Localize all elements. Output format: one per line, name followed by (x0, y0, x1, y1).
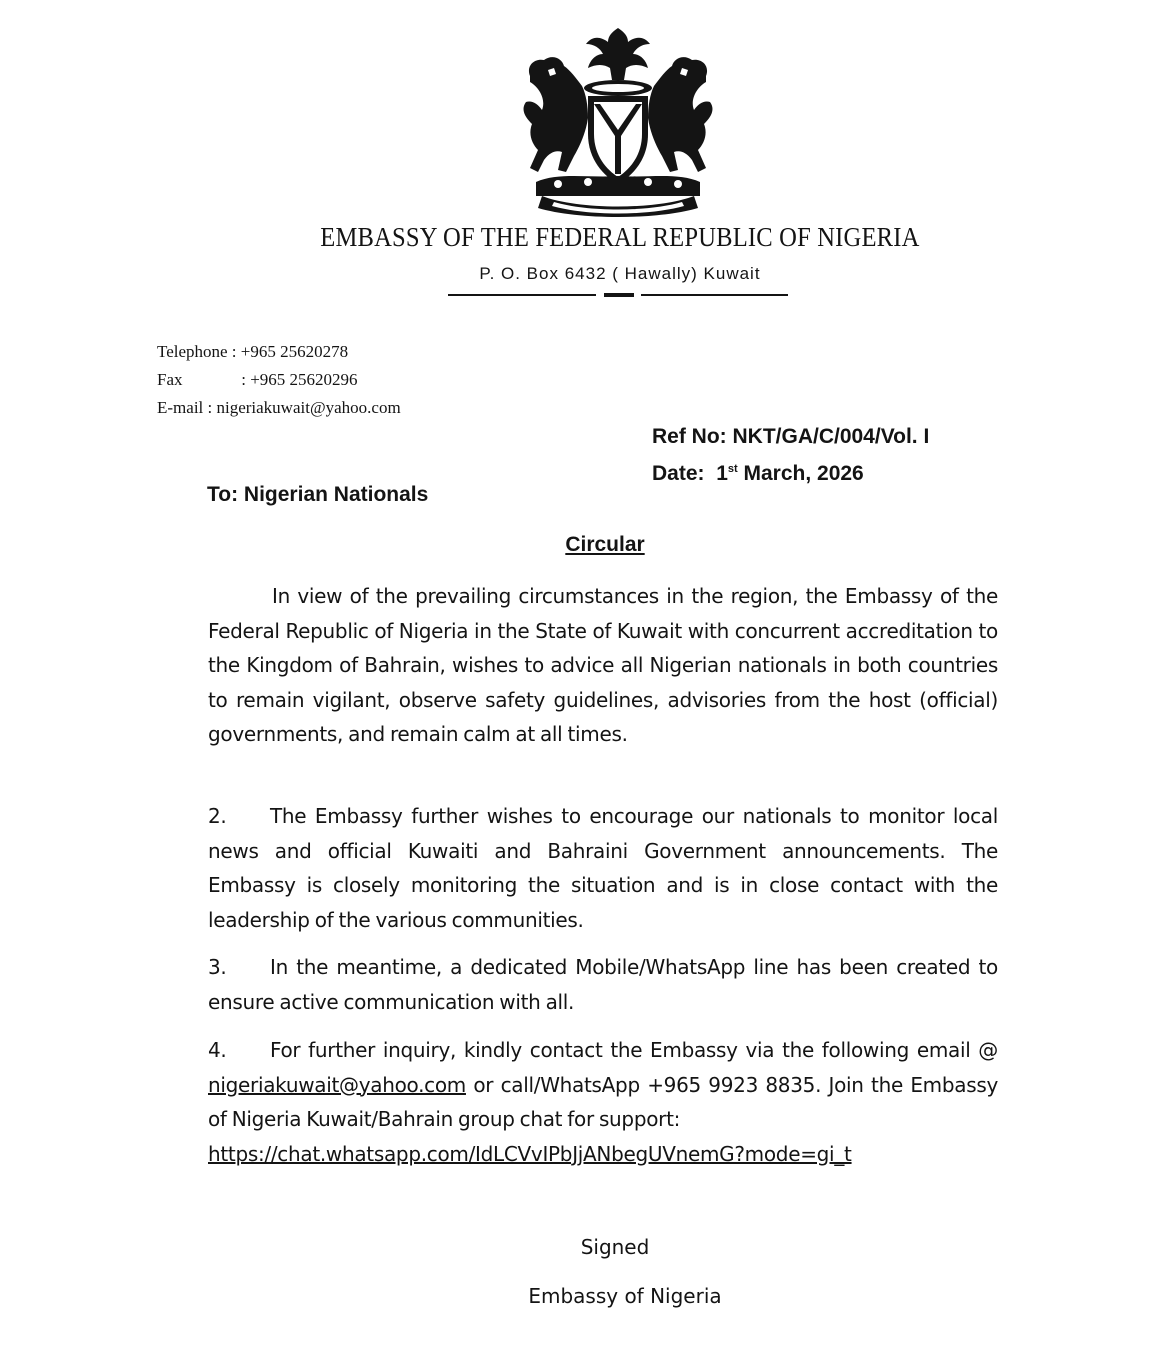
date-label: Date: (652, 462, 705, 485)
letterhead-divider (448, 294, 596, 296)
signed-label: Signed (580, 1235, 650, 1259)
ref-number: Ref No: NKT/GA/C/004/Vol. I (652, 425, 930, 448)
paragraph-number: 4. (208, 1038, 227, 1062)
date-line (652, 453, 929, 490)
email-label: E-mail : (157, 398, 213, 417)
telephone-line (157, 338, 401, 366)
email-address: nigeriakuwait@yahoo.com (216, 398, 401, 417)
letterhead-divider-center (604, 293, 634, 297)
paragraph-text: In the meantime, a dedicated Mobile/WhatsApp line has been created to ensure active communication with all. (208, 955, 998, 1014)
paragraph-number: 3. (208, 955, 227, 979)
fax-number: : +965 25620296 (241, 370, 358, 389)
letterhead-divider (641, 294, 788, 296)
recipient-line: To: Nigerian Nationals (207, 483, 429, 506)
paragraph-2 (208, 799, 998, 937)
paragraph-4 (208, 1033, 998, 1171)
paragraph-text: or call/WhatsApp +965 9923 8835. Join the Embassy of Nigeria Kuwait/Bahrain group chat for support: (208, 1072, 998, 1131)
paragraph-text: For further inquiry, kindly contact the Embassy via the following email @ (270, 1038, 998, 1062)
fax-line (157, 366, 401, 394)
contact-block (157, 338, 401, 422)
circular-heading: Circular (565, 533, 645, 556)
signoff: Embassy of Nigeria (528, 1284, 722, 1308)
telephone-number: +965 25620278 (240, 342, 349, 361)
date-day: 1 (716, 462, 728, 485)
email-link[interactable]: nigeriakuwait@yahoo.com (208, 1072, 466, 1097)
email-line (157, 394, 401, 422)
embassy-address: P. O. Box 6432 ( Hawally) Kuwait (479, 264, 761, 283)
paragraph-number: 2. (208, 804, 227, 828)
fax-label: Fax (157, 370, 183, 389)
paragraph-1: In view of the prevailing circumstances in the region, the Embassy of the Federal Republic of Nigeria in the State of Kuwait with concurrent accreditation to the Kingdom of Bahrain, wishes to advice all Nigerian nationals in both countries to remain vigilant, observe safety guidelines, advisories from the host (official) governments, and remain calm at all times. (208, 584, 998, 746)
telephone-label: Telephone : (157, 342, 237, 361)
whatsapp-group-link[interactable]: https://chat.whatsapp.com/IdLCVvIPbJjANbegUVnemG?mode=gi_t (208, 1141, 852, 1166)
date-suffix: st (727, 463, 738, 475)
embassy-title: EMBASSY OF THE FEDERAL REPUBLIC OF NIGERIA (320, 222, 920, 252)
nigeria-coat-of-arms-icon (508, 22, 728, 218)
date-rest: March, 2026 (743, 462, 864, 485)
paragraph-text: The Embassy further wishes to encourage our nationals to monitor local news and official Kuwaiti and Bahraini Government announcements. The Embassy is closely monitoring the situation and is in close contact with the leadership of the various communities. (208, 804, 998, 932)
paragraph-3 (208, 950, 998, 1019)
reference-block (652, 420, 929, 490)
